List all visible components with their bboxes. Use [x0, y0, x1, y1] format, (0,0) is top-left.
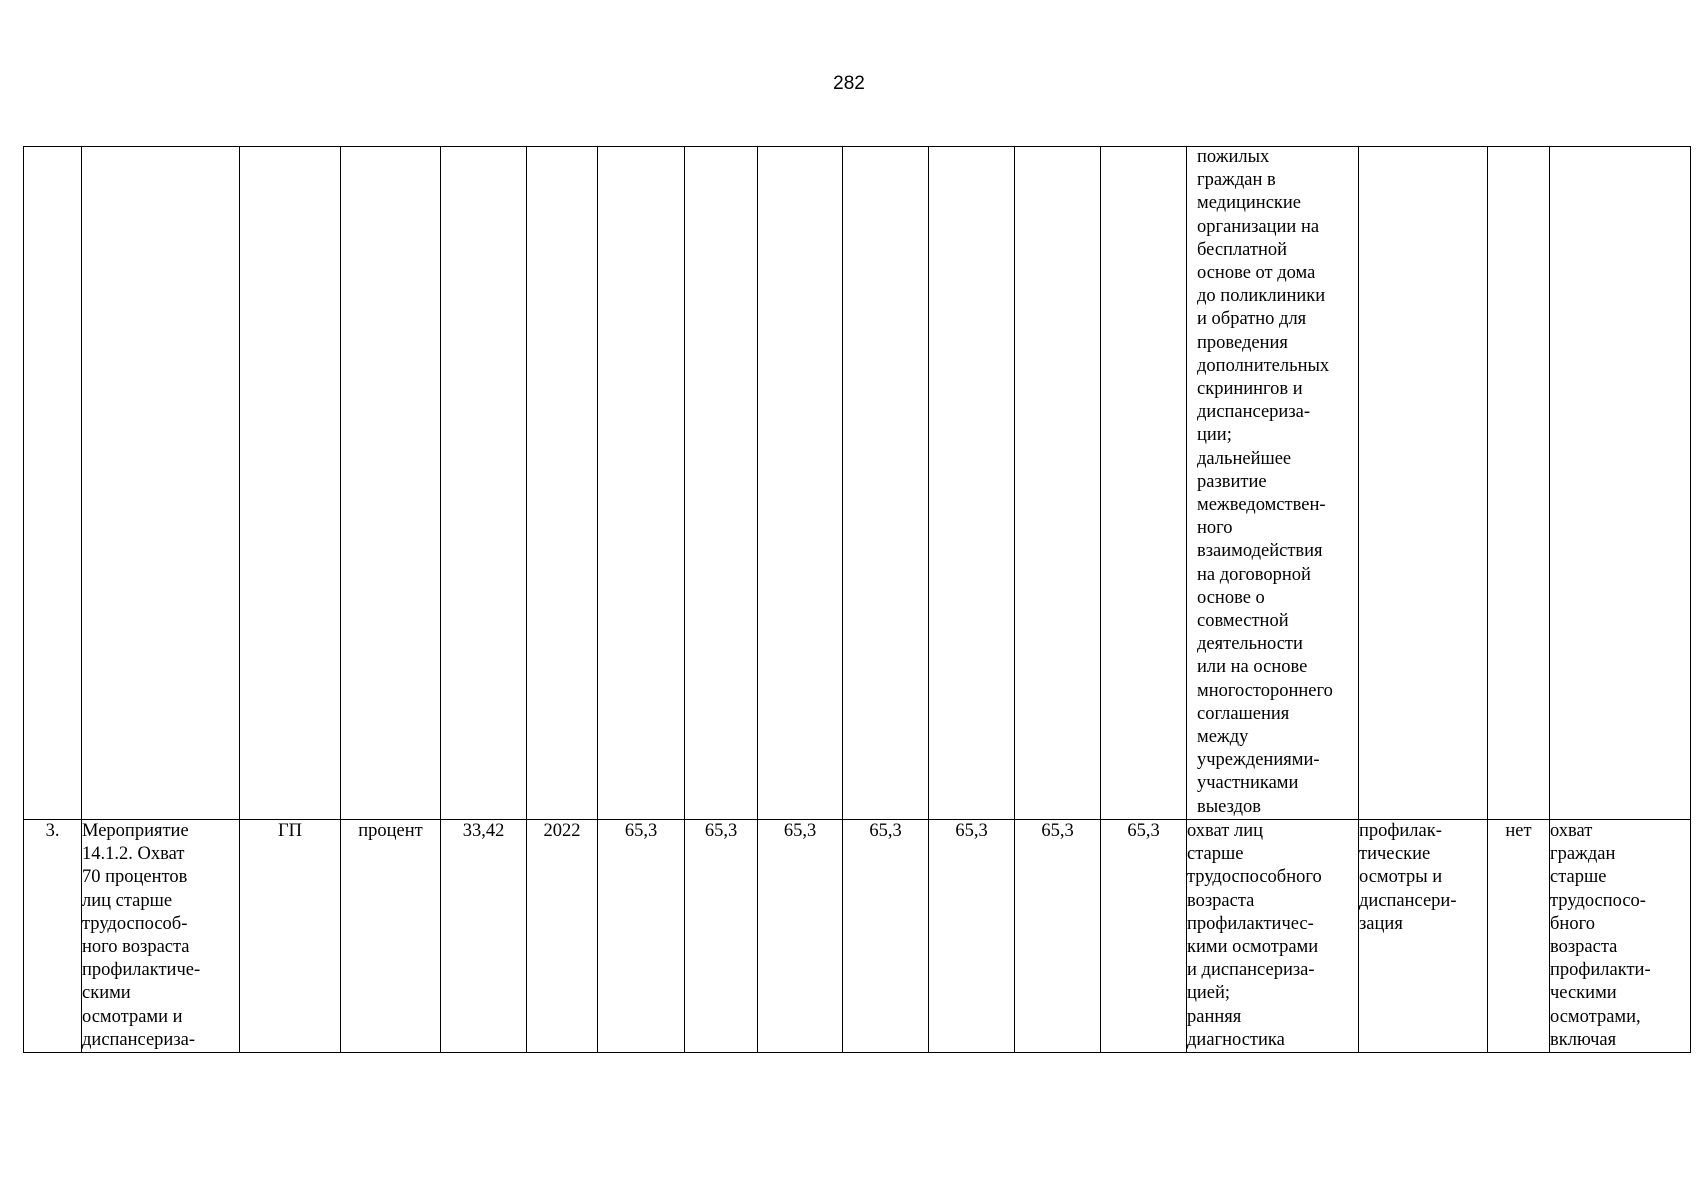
cell-empty — [685, 147, 758, 820]
cell-empty — [1015, 147, 1101, 820]
measures-table — [23, 146, 1691, 1053]
cell-value-6: 65,3 — [1015, 820, 1101, 1053]
cell-measure-name: Мероприятие 14.1.2. Охват 70 процентов лиц старше трудоспособ- ного возраста профилактиче- скими осмотрами и диспансериза- — [82, 820, 240, 1053]
cell-row-number: 3. — [24, 820, 82, 1053]
cell-empty — [1101, 147, 1187, 820]
cell-empty — [598, 147, 685, 820]
cell-value-1: 65,3 — [598, 820, 685, 1053]
cell-empty — [1488, 147, 1550, 820]
cell-empty — [929, 147, 1015, 820]
cell-empty — [527, 147, 598, 820]
cell-flag: нет — [1488, 820, 1550, 1053]
cell-value-3: 65,3 — [758, 820, 843, 1053]
page-number: 282 — [833, 73, 865, 94]
cell-empty — [843, 147, 929, 820]
cell-value-7: 65,3 — [1101, 820, 1187, 1053]
cell-base-value: 33,42 — [441, 820, 527, 1053]
cell-empty — [441, 147, 527, 820]
cell-value-2: 65,3 — [685, 820, 758, 1053]
cell-empty — [240, 147, 341, 820]
cell-program-type: ГП — [240, 820, 341, 1053]
cell-empty — [1359, 147, 1488, 820]
cell-value-5: 65,3 — [929, 820, 1015, 1053]
cell-direction: профилак- тические осмотры и диспансери- зация — [1359, 820, 1488, 1053]
cell-description: охват лиц старше трудоспособного возраста профилактичес- кими осмотрами и диспансериза- цией; ранняя диагностика — [1187, 820, 1359, 1053]
cell-empty — [341, 147, 441, 820]
cell-continuation-description — [1187, 147, 1359, 820]
table-row-continuation — [24, 147, 1691, 820]
continuation-description-text: пожилых граждан в медицинские организации на бесплатной основе от дома до поликлиники и обратно для проведения дополнительных скринингов и диспансериза- ции; дальнейшее развитие межведомствен- ного взаимодействия на договорной основе о совместной деятельности или на основе многостороннего соглашения между учреждениями- участниками выездов — [1197, 147, 1333, 817]
cell-result: охват граждан старше трудоспосо- бного возраста профилакти- ческими осмотрами, включая — [1550, 820, 1691, 1053]
cell-value-4: 65,3 — [843, 820, 929, 1053]
cell-empty — [82, 147, 240, 820]
cell-empty — [1550, 147, 1691, 820]
cell-empty — [758, 147, 843, 820]
cell-base-year: 2022 — [527, 820, 598, 1053]
cell-unit: процент — [341, 820, 441, 1053]
table-row-3 — [24, 820, 1691, 1053]
cell-empty — [24, 147, 82, 820]
